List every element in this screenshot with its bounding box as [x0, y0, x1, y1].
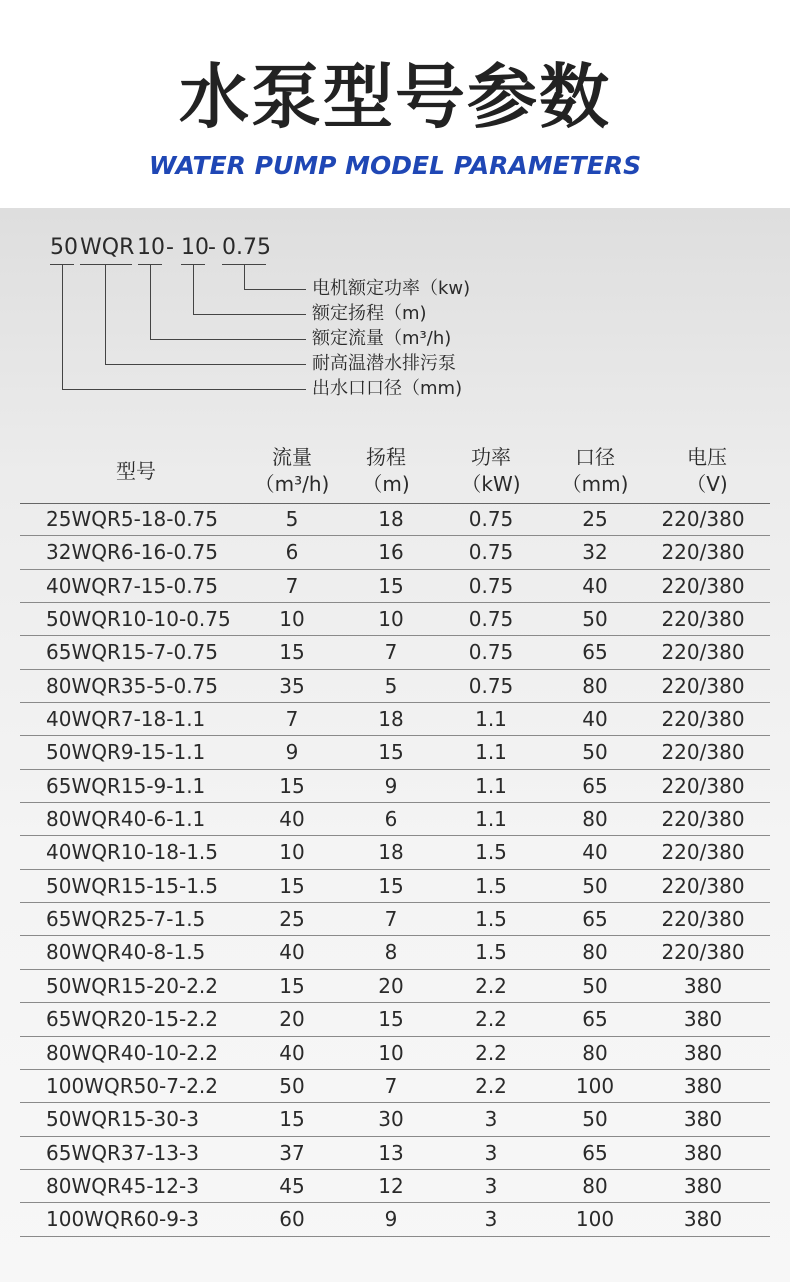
cell-model: 50WQR15-15-1.5: [46, 873, 219, 898]
header-head-unit: （m): [362, 472, 410, 496]
cell-power: 3: [484, 1173, 498, 1198]
cell-power: 0.75: [468, 540, 514, 565]
table-row: [20, 870, 770, 903]
cell-model: 40WQR7-15-0.75: [46, 573, 219, 598]
table-row: [20, 1003, 770, 1036]
cell-head: 8: [384, 940, 398, 965]
cell-caliber: 50: [582, 740, 608, 765]
cell-model: 32WQR6-16-0.75: [46, 540, 219, 565]
page-title: 水泵型号参数: [179, 56, 611, 138]
table-row: [20, 1137, 770, 1170]
cell-flow: 15: [279, 773, 305, 798]
cell-voltage: 380: [683, 1173, 723, 1198]
header-flow-unit: （m³/h): [254, 472, 330, 496]
cell-head: 16: [378, 540, 404, 565]
cell-model: 40WQR10-18-1.5: [46, 840, 219, 865]
code-underline: [80, 264, 132, 265]
cell-model: 65WQR15-7-0.75: [46, 640, 219, 665]
cell-voltage: 220/380: [661, 940, 745, 965]
header-head: [346, 444, 426, 498]
cell-voltage: 220/380: [661, 640, 745, 665]
cell-model: 80WQR45-12-3: [46, 1173, 199, 1198]
table-row: [20, 903, 770, 936]
code-part-power: 0.75: [222, 235, 271, 260]
cell-head: 12: [378, 1173, 404, 1198]
table-row: [20, 1070, 770, 1103]
cell-voltage: 220/380: [661, 807, 745, 832]
cell-power: 1.1: [475, 773, 507, 798]
cell-head: 7: [384, 907, 398, 932]
header-voltage: [662, 444, 752, 498]
cell-flow: 45: [279, 1173, 305, 1198]
cell-flow: 15: [279, 873, 305, 898]
connector-line: [244, 289, 306, 290]
cell-flow: 7: [285, 707, 299, 732]
cell-flow: 20: [279, 1007, 305, 1032]
cell-caliber: 65: [582, 1140, 608, 1165]
cell-flow: 6: [285, 540, 299, 565]
cell-voltage: 220/380: [661, 707, 745, 732]
table-row: [20, 1203, 770, 1236]
cell-flow: 35: [279, 673, 305, 698]
table-row: [20, 936, 770, 969]
code-part-flow: 10: [137, 235, 165, 260]
cell-voltage: 380: [683, 1007, 723, 1032]
cell-flow: 25: [279, 907, 305, 932]
cell-head: 7: [384, 640, 398, 665]
code-part-head: 10: [181, 235, 209, 260]
cell-power: 0.75: [468, 640, 514, 665]
cell-voltage: 220/380: [661, 507, 745, 531]
connector-line: [150, 339, 306, 340]
cell-power: 2.2: [475, 1073, 507, 1098]
connector-line: [62, 389, 306, 390]
cell-flow: 40: [279, 1040, 305, 1065]
table-row: [20, 1170, 770, 1203]
cell-flow: 40: [279, 807, 305, 832]
cell-model: 80WQR40-10-2.2: [46, 1040, 219, 1065]
header-flow-label: 流量: [272, 445, 312, 469]
table-row: [20, 1103, 770, 1136]
cell-caliber: 80: [582, 1040, 608, 1065]
table-row: [20, 703, 770, 736]
cell-power: 2.2: [475, 1040, 507, 1065]
connector-line: [193, 264, 194, 314]
cell-head: 15: [378, 1007, 404, 1032]
header-head-label: 扬程: [366, 445, 406, 469]
cell-power: 0.75: [468, 607, 514, 632]
cell-voltage: 380: [683, 1107, 723, 1132]
cell-flow: 60: [279, 1207, 305, 1232]
cell-voltage: 220/380: [661, 773, 745, 798]
cell-head: 30: [378, 1107, 404, 1132]
cell-caliber: 80: [582, 1173, 608, 1198]
cell-model: 65WQR37-13-3: [46, 1140, 199, 1165]
legend-outlet-caliber: 出水口口径（mm): [312, 378, 463, 399]
cell-power: 1.1: [475, 740, 507, 765]
cell-head: 15: [378, 873, 404, 898]
cell-head: 13: [378, 1140, 404, 1165]
cell-power: 1.5: [475, 907, 507, 932]
code-part-caliber: 50: [50, 235, 78, 260]
cell-flow: 7: [285, 573, 299, 598]
cell-power: 1.5: [475, 873, 507, 898]
cell-voltage: 380: [683, 973, 723, 998]
cell-head: 7: [384, 1073, 398, 1098]
table-row: [20, 803, 770, 836]
cell-voltage: 220/380: [661, 573, 745, 598]
header-model: 型号: [116, 459, 156, 483]
cell-caliber: 50: [582, 607, 608, 632]
table-row: [20, 670, 770, 703]
cell-flow: 10: [279, 840, 305, 865]
connector-line: [150, 264, 151, 339]
header-caliber-unit: （mm): [561, 472, 629, 496]
cell-model: 100WQR60-9-3: [46, 1207, 199, 1232]
cell-flow: 5: [285, 507, 299, 531]
cell-head: 6: [384, 807, 398, 832]
cell-caliber: 40: [582, 573, 608, 598]
cell-caliber: 50: [582, 973, 608, 998]
cell-head: 15: [378, 740, 404, 765]
cell-caliber: 80: [582, 940, 608, 965]
cell-model: 50WQR9-15-1.1: [46, 740, 206, 765]
cell-model: 40WQR7-18-1.1: [46, 707, 206, 732]
header-power-label: 功率: [471, 445, 511, 469]
cell-head: 10: [378, 1040, 404, 1065]
cell-voltage: 380: [683, 1140, 723, 1165]
header-power-unit: （kW): [461, 472, 521, 496]
cell-caliber: 25: [582, 507, 608, 531]
table-row: [20, 570, 770, 603]
cell-model: 65WQR20-15-2.2: [46, 1007, 219, 1032]
cell-model: 65WQR25-7-1.5: [46, 907, 206, 932]
cell-head: 18: [378, 840, 404, 865]
cell-voltage: 220/380: [661, 607, 745, 632]
cell-flow: 15: [279, 1107, 305, 1132]
header-flow: [247, 444, 337, 498]
cell-model: 50WQR15-30-3: [46, 1107, 199, 1132]
cell-head: 9: [384, 1207, 398, 1232]
cell-head: 5: [384, 673, 398, 698]
table-row: [20, 603, 770, 636]
cell-caliber: 65: [582, 640, 608, 665]
cell-model: 65WQR15-9-1.1: [46, 773, 206, 798]
connector-line: [244, 264, 245, 289]
cell-model: 50WQR15-20-2.2: [46, 973, 219, 998]
cell-power: 0.75: [468, 673, 514, 698]
cell-head: 9: [384, 773, 398, 798]
cell-caliber: 80: [582, 673, 608, 698]
cell-flow: 37: [279, 1140, 305, 1165]
code-part-series: WQR: [80, 235, 135, 260]
cell-caliber: 50: [582, 1107, 608, 1132]
header-voltage-unit: （V): [686, 472, 728, 496]
header-power: [446, 444, 536, 498]
legend-pump-type: 耐高温潜水排污泵: [312, 353, 456, 374]
table-row: [20, 970, 770, 1003]
cell-caliber: 65: [582, 1007, 608, 1032]
cell-voltage: 380: [683, 1073, 723, 1098]
connector-line: [62, 264, 63, 389]
cell-head: 18: [378, 707, 404, 732]
cell-power: 3: [484, 1140, 498, 1165]
cell-model: 80WQR35-5-0.75: [46, 673, 219, 698]
cell-caliber: 65: [582, 773, 608, 798]
cell-model: 25WQR5-18-0.75: [46, 507, 219, 531]
cell-caliber: 65: [582, 907, 608, 932]
table-row: [20, 503, 770, 536]
cell-flow: 15: [279, 973, 305, 998]
cell-power: 2.2: [475, 973, 507, 998]
cell-power: 3: [484, 1207, 498, 1232]
cell-voltage: 220/380: [661, 540, 745, 565]
cell-voltage: 380: [683, 1040, 723, 1065]
table-row: [20, 636, 770, 669]
table-row: [20, 736, 770, 769]
cell-flow: 9: [285, 740, 299, 765]
cell-flow: 10: [279, 607, 305, 632]
legend-rated-head: 额定扬程（m): [312, 303, 427, 324]
cell-voltage: 220/380: [661, 840, 745, 865]
cell-flow: 40: [279, 940, 305, 965]
connector-line: [105, 364, 306, 365]
cell-caliber: 32: [582, 540, 608, 565]
cell-power: 1.1: [475, 807, 507, 832]
cell-model: 80WQR40-8-1.5: [46, 940, 206, 965]
table-body: [20, 503, 770, 1237]
cell-power: 1.5: [475, 840, 507, 865]
cell-head: 15: [378, 573, 404, 598]
cell-head: 10: [378, 607, 404, 632]
header: [0, 0, 790, 208]
cell-power: 0.75: [468, 507, 514, 531]
connector-line: [193, 314, 306, 315]
cell-caliber: 100: [575, 1207, 615, 1232]
table-row: [20, 1037, 770, 1070]
cell-model: 100WQR50-7-2.2: [46, 1073, 219, 1098]
page-subtitle: WATER PUMP MODEL PARAMETERS: [148, 151, 642, 180]
table-row: [20, 536, 770, 569]
table-row: [20, 770, 770, 803]
legend-motor-power: 电机额定功率（kw): [312, 278, 471, 299]
cell-caliber: 50: [582, 873, 608, 898]
cell-head: 20: [378, 973, 404, 998]
header-caliber-label: 口径: [575, 445, 615, 469]
cell-caliber: 100: [575, 1073, 615, 1098]
cell-caliber: 40: [582, 707, 608, 732]
cell-model: 50WQR10-10-0.75: [46, 607, 231, 632]
code-part-dash: -: [208, 235, 216, 260]
cell-power: 0.75: [468, 573, 514, 598]
cell-power: 3: [484, 1107, 498, 1132]
cell-voltage: 220/380: [661, 873, 745, 898]
connector-line: [105, 264, 106, 364]
cell-model: 80WQR40-6-1.1: [46, 807, 206, 832]
header-voltage-label: 电压: [687, 445, 727, 469]
cell-voltage: 380: [683, 1207, 723, 1232]
cell-caliber: 80: [582, 807, 608, 832]
cell-head: 18: [378, 507, 404, 531]
legend-rated-flow: 额定流量（m³/h): [312, 328, 452, 349]
cell-flow: 50: [279, 1073, 305, 1098]
cell-flow: 15: [279, 640, 305, 665]
code-part-dash: -: [166, 235, 174, 260]
header-caliber: [550, 444, 640, 498]
cell-voltage: 220/380: [661, 740, 745, 765]
table-row: [20, 836, 770, 869]
cell-power: 2.2: [475, 1007, 507, 1032]
cell-voltage: 220/380: [661, 907, 745, 932]
cell-caliber: 40: [582, 840, 608, 865]
cell-power: 1.5: [475, 940, 507, 965]
cell-voltage: 220/380: [661, 673, 745, 698]
cell-power: 1.1: [475, 707, 507, 732]
